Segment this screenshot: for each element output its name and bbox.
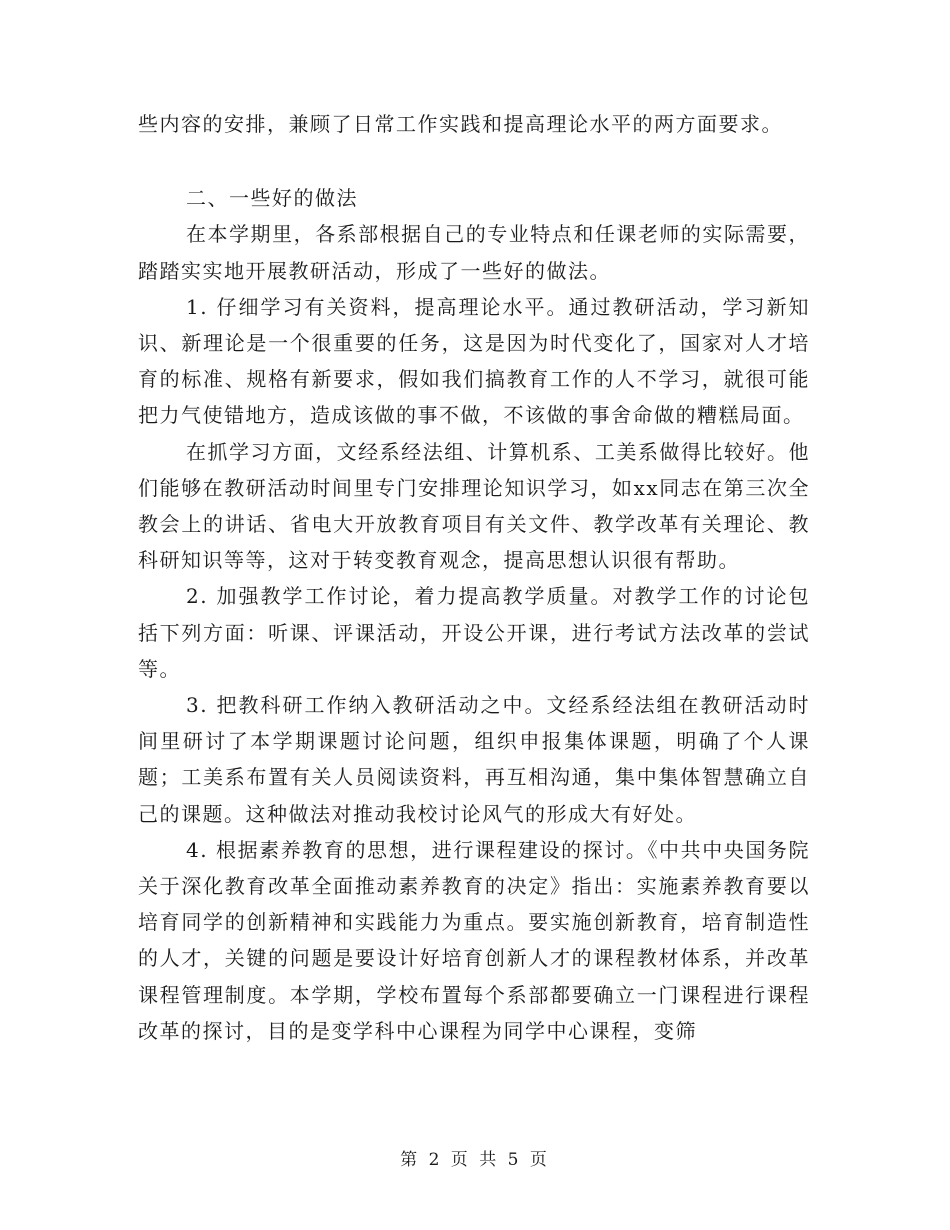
paragraph-continuation: 些内容的安排，兼顾了日常工作实践和提高理论水平的两方面要求。 [138, 112, 783, 136]
paragraph-item-1: 1. 仔细学习有关资料，提高理论水平。通过教研活动，学习新知识、新理论是一个很重要的任务，这是因为时代变化了，国家对人才培育的标准、规格有新要求，假如我们搞教育工作的人不学习，就很可能把力气使错地方，造成该做的事不做，不该做的事舍命做的糟糕局面。 [138, 294, 810, 428]
paragraph-item-2: 2. 加强教学工作讨论，着力提高教学质量。对教学工作的讨论包括下列方面：听课、评课活动，开设公开课，进行考试方法改革的尝试等。 [138, 584, 810, 681]
paragraph-item-4: 4. 根据素养教育的思想，进行课程建设的探讨。《中共中央国务院关于深化教育改革全面推动素养教育的决定》指出：实施素养教育要以培育同学的创新精神和实践能力为重点。要实施创新教育，培育制造性的人才，关键的问题是要设计好培育创新人才的课程教材体系，并改革课程管理制度。本学期，学校布置每个系部都要确立一门课程进行课程改革的探讨，目的是变学科中心课程为同学中心课程，变筛 [138, 837, 810, 1043]
paragraph-item-3: 3. 把教科研工作纳入教研活动之中。文经系经法组在教研活动时间里研讨了本学期课题讨论问题，组织申报集体课题，明确了个人课题；工美系布置有关人员阅读资料，再互相沟通，集中集体智慧确立自己的课题。这种做法对推动我校讨论风气的形成大有好处。 [138, 693, 810, 826]
paragraph-intro: 在本学期里，各系部根据自己的专业特点和任课老师的实际需要，踏踏实实地开展教研活动，形成了一些好的做法。 [138, 222, 810, 283]
section-heading: 二、一些好的做法 [186, 186, 358, 211]
document-body [138, 106, 810, 1049]
paragraph-study: 在抓学习方面，文经系经法组、计算机系、工美系做得比较好。他们能够在教研活动时间里专门安排理论知识学习，如xx同志在第三次全教会上的讲话、省电大开放教育项目有关文件、教学改革有关理论、教科研知识等等，这对于转变教育观念，提高思想认识很有帮助。 [138, 439, 810, 573]
page-footer: 第 2 页 共 5 页 [400, 1150, 550, 1170]
